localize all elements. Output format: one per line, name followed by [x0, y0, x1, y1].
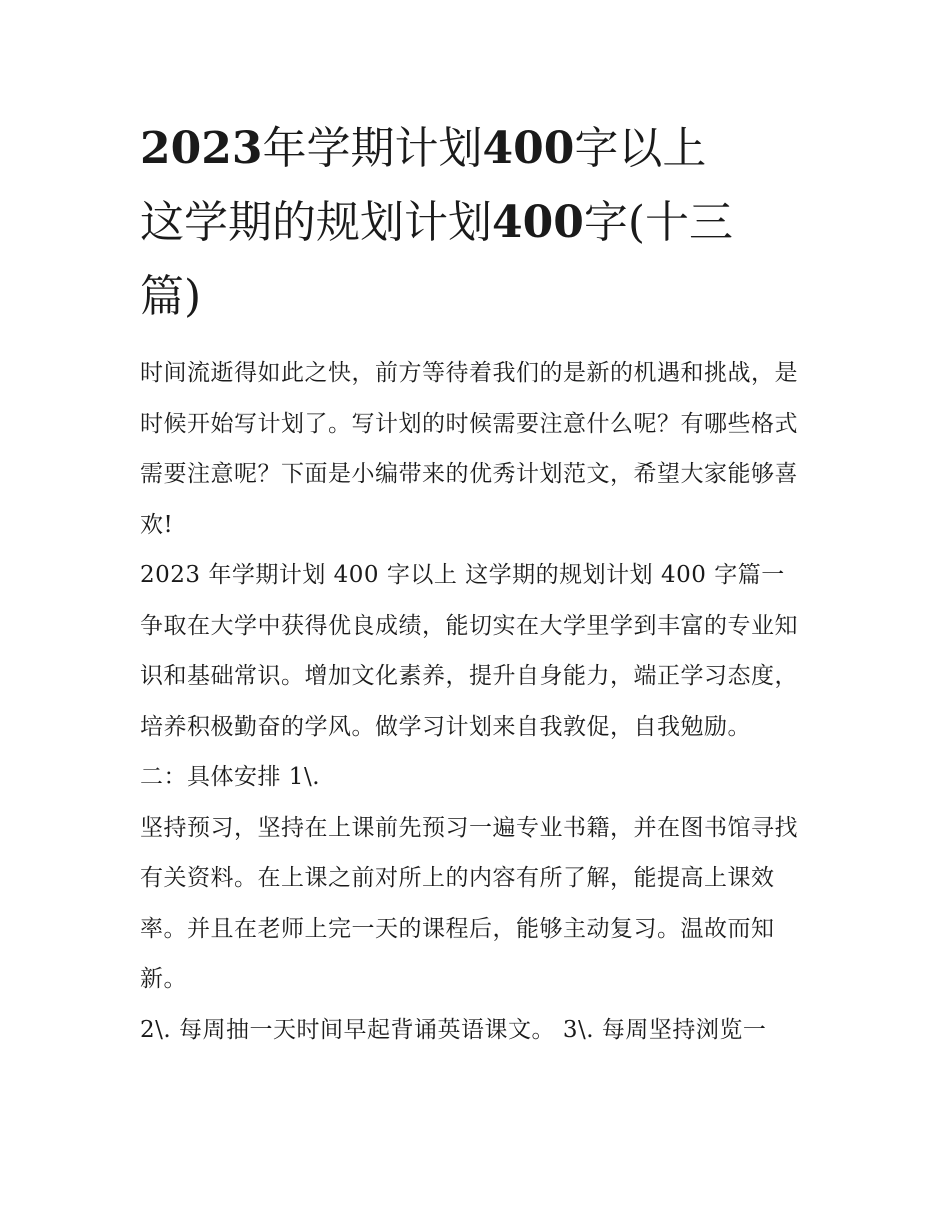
weekly-plan-paragraph: 2\. 每周抽一天时间早起背诵英语课文。 3\. 每周坚持浏览一	[140, 1016, 767, 1043]
title-line-2	[140, 186, 812, 260]
arrangement-heading: 二：具体安排 1\.	[140, 764, 321, 790]
title-text-1b: 字以上	[574, 123, 707, 174]
title-text-3: 篇)	[140, 271, 202, 322]
title-text-2a: 这学期的规划计划	[140, 197, 492, 248]
intro-paragraph: 时间流逝得如此之快，前方等待着我们的是新的机遇和挑战，是时候开始写计划了。写计划的时候需要注意什么呢？有哪些格式需要注意呢？下面是小编带来的优秀计划范文，希望大家能够喜欢!	[140, 360, 798, 538]
title-text-1a: 年学期计划	[262, 123, 483, 174]
title-line-1	[140, 112, 812, 186]
title-line-3	[140, 260, 812, 334]
goal-paragraph: 争取在大学中获得优良成绩，能切实在大学里学到丰富的专业知识和基础常识。增加文化素养，提升自身能力，端正学习态度，培养积极勤奋的学风。做学习计划来自我敦促，自我勉励。	[140, 612, 798, 740]
title-text-2b: 字(十三	[583, 197, 734, 248]
title-number-2: 400	[492, 197, 584, 248]
section-heading: 2023 年学期计划 400 字以上 这学期的规划计划 400 字篇一	[140, 562, 785, 588]
title-number-1: 400	[482, 123, 575, 174]
title-year: 2023	[140, 123, 263, 174]
document-title	[140, 112, 812, 334]
document-page	[140, 112, 812, 1055]
preview-paragraph: 坚持预习，坚持在上课前先预习一遍专业书籍，并在图书馆寻找有关资料。在上课之前对所上的内容有所了解，能提高上课效率。并且在老师上完一天的课程后，能够主动复习。温故而知新。	[140, 814, 798, 992]
